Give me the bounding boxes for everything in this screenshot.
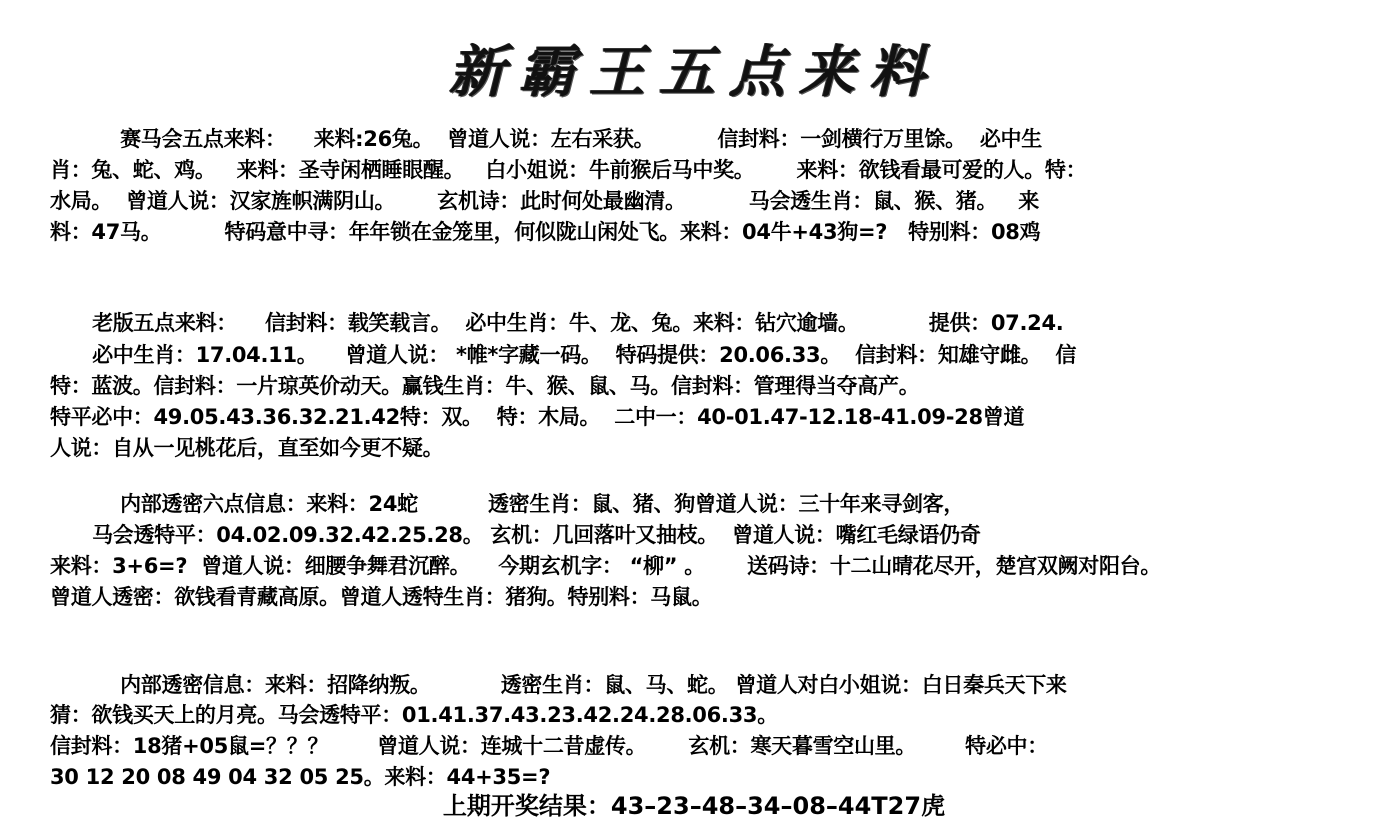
text-line: 内部透密信息：来料：招降纳叛。 透密生肖：鼠、马、蛇。 曾道人对白小姐说：白日秦兵天下来 [50, 673, 1067, 697]
text-line: 老版五点来料： 信封料：载笑载言。 必中生肖：牛、龙、兔。来料：钻穴逾墙。 提供：07.24. [50, 311, 1064, 335]
last-draw-result: 上期开奖结果：43–23–48–34–08–44T27虎 [442, 792, 946, 820]
text-line: 信封料：18猪+05鼠=？？？ 曾道人说：连城十二昔虚传。 玄机：寒天暮雪空山里。 特必中： [50, 734, 1048, 758]
text-line: 水局。 曾道人说：汉家旌帜满阴山。 玄机诗：此时何处最幽清。 马会透生肖：鼠、猴、猪。 来 [50, 189, 1039, 213]
text-line: 人说：自从一见桃花后，直至如今更不疑。 [50, 436, 444, 460]
text-line: 特平必中：49.05.43.36.32.21.42特：双。 特：木局。 二中一：40-01.47-12.18-41.09-28曾道 [50, 405, 1025, 429]
text-line: 内部透密六点信息：来料：24蛇 透密生肖：鼠、猪、狗曾道人说：三十年来寻剑客， [50, 492, 965, 516]
text-line: 曾道人透密：欲钱看青藏高原。曾道人透特生肖：猪狗。特别料：马鼠。 [50, 585, 713, 609]
text-line: 必中生肖：17.04.11。 曾道人说： *帷*字藏一码。 特码提供：20.06.33。 信封料：知雄守雌。 信 [50, 343, 1077, 367]
text-line: 马会透特平：04.02.09.32.42.25.28。 玄机：几回落叶又抽枝。 曾道人说：嘴红毛绿语仍奇 [50, 523, 981, 547]
text-line: 赛马会五点来料： 来料:26兔。 曾道人说：左右采获。 信封料：一剑横行万里馀。 必中生 [50, 127, 1042, 151]
text-line: 猜：欲钱买天上的月亮。马会透特平：01.41.37.43.23.42.24.28.06.33。 [50, 703, 778, 727]
text-line: 来料：3+6=? 曾道人说：细腰争舞君沉醉。 今期玄机字： “柳” 。 送码诗：十二山晴花尽开，楚宫双阙对阳台。 [50, 554, 1162, 578]
text-line: 肖：兔、蛇、鸡。 来料：圣寺闲栖睡眼醒。 白小姐说：牛前猴后马中奖。 来料：欲钱看最可爱的人。特： [50, 158, 1087, 182]
text-line: 30 12 20 08 49 04 32 05 25。来料：44+35=? [50, 765, 551, 789]
page-title: 新霸王五点来料 [449, 39, 939, 105]
text-line: 料：47马。 特码意中寻：年年锁在金笼里，何似陇山闲处飞。来料：04牛+43狗=? 特别料：08鸡 [50, 220, 1041, 244]
text-line: 特：蓝波。信封料：一片琼英价动天。赢钱生肖：牛、猴、鼠、马。信封料：管理得当夺高产。 [50, 374, 920, 398]
